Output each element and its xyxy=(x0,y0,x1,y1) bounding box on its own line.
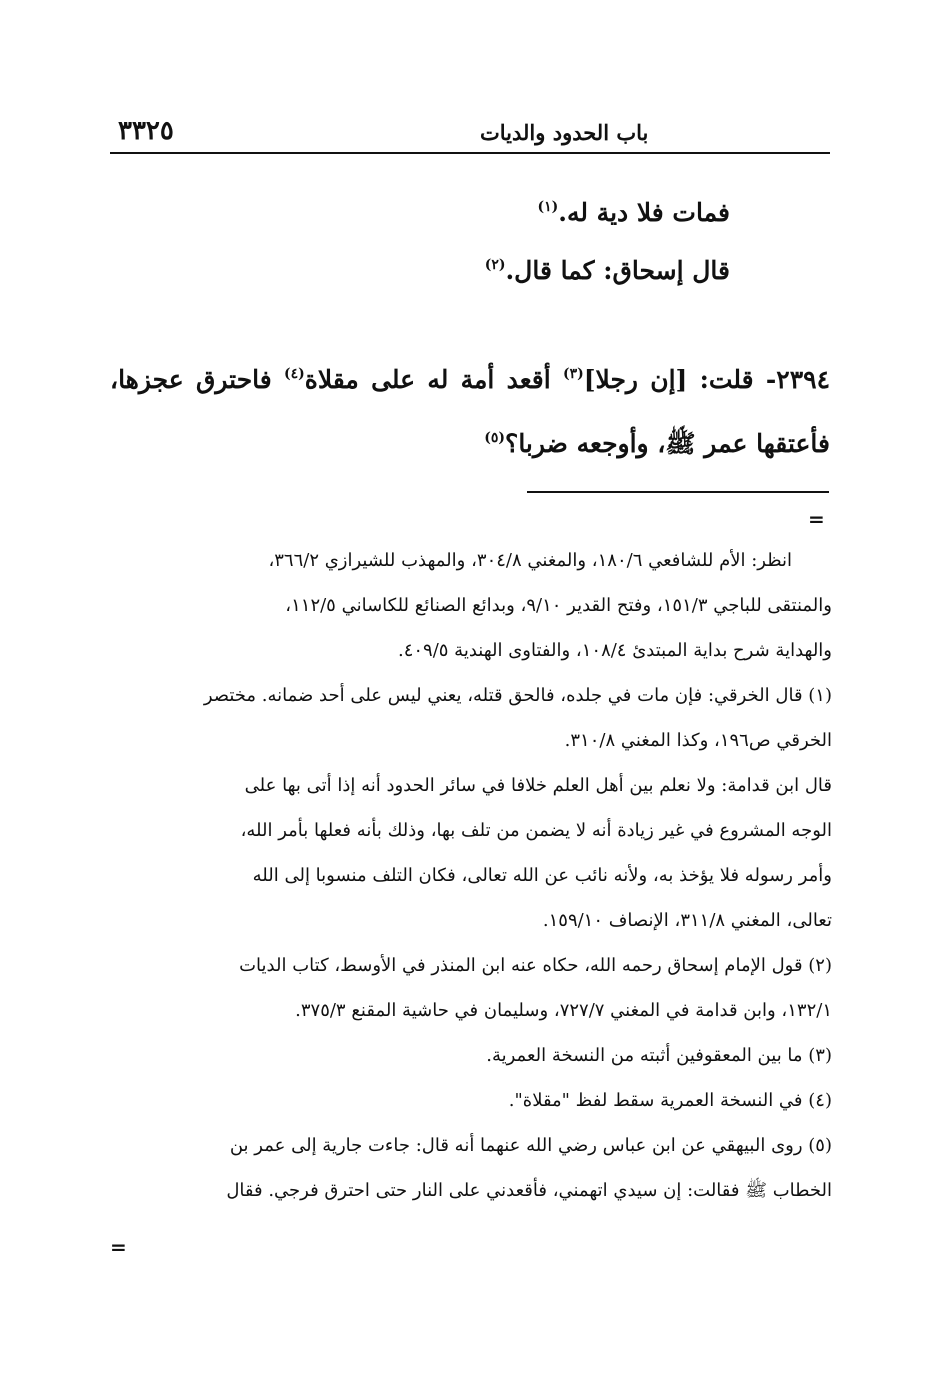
footnote-line: (٥) روى البيهقي عن ابن عباس رضي الله عنهما أنه قال: جاءت جارية إلى عمر بن xyxy=(229,1135,832,1156)
text-line-1 xyxy=(537,198,730,227)
footnote-line: انظر: الأم للشافعي ١٨٠/٦، والمغني ٣٠٤/٨، والمهذب للشيرازي ٣٦٦/٢، xyxy=(268,550,792,571)
hadith-text-2: أقعد أمة له على مقلاة xyxy=(304,365,563,394)
continuation-mark-top: = xyxy=(808,507,825,531)
text-line-2 xyxy=(485,256,730,285)
footnote-line: (٢) قول الإمام إسحاق رحمه الله، حكاه عنه ابن المنذر في الأوسط، كتاب الديات xyxy=(239,955,832,976)
footnote-line: الخطاب ﷺ فقالت: إن سيدي اتهمني، فأقعدني على النار حتى احترق فرجي. فقال xyxy=(226,1180,832,1201)
footnote-ref-5: (٥) xyxy=(484,430,506,446)
footnote-ref-3: (٣) xyxy=(562,366,584,382)
footnote-separator xyxy=(527,491,829,493)
footnote-ref-4: (٤) xyxy=(283,366,305,382)
footnote-ref-2: (٢) xyxy=(484,257,506,273)
page-number: ٣٣٢٥ xyxy=(118,116,174,146)
footnote-line: وأمر رسوله فلا يؤخذ به، ولأنه نائب عن الله تعالى، فكان التلف منسوبا إلى الله xyxy=(252,865,832,886)
hadith-text-1: قلت: [إن رجلا] xyxy=(583,365,766,394)
footnote-line: تعالى، المغني ٣١١/٨، الإنصاف ١٥٩/١٠. xyxy=(542,910,832,931)
footnote-line: قال ابن قدامة: ولا نعلم بين أهل العلم خلافا في سائر الحدود أنه إذا أتى بها على xyxy=(244,775,832,796)
continuation-mark-bottom: = xyxy=(110,1235,127,1259)
hadith-text-3: فاحترق عجزها، فأعتقها عمر ﷺ، وأوجعه ضربا؟ xyxy=(110,365,830,458)
footnotes xyxy=(117,538,832,1213)
page-header xyxy=(110,112,830,154)
footnote-line: (٣) ما بين المعقوفين أثبته من النسخة العمرية. xyxy=(486,1045,832,1066)
hadith-paragraph xyxy=(110,345,830,473)
hadith-number: ٢٣٩٤- xyxy=(765,365,830,394)
text-line-2-body: قال إسحاق: كما قال. xyxy=(505,256,730,285)
footnote-line: ١٣٢/١، وابن قدامة في المغني ٧٢٧/٧، وسليمان في حاشية المقنع ٣٧٥/٣. xyxy=(295,1000,832,1021)
footnote-line: والمنتقى للباجي ١٥١/٣، وفتح القدير ٩/١٠، وبدائع الصنائع للكاساني ١١٢/٥، xyxy=(285,595,832,616)
footnote-line: (١) قال الخرقي: فإن مات في جلده، فالحق قتله، يعني ليس على أحد ضمانه. مختصر xyxy=(203,685,832,706)
footnote-line: الخرقي ص١٩٦، وكذا المغني ٣١٠/٨. xyxy=(564,730,832,751)
running-title: باب الحدود والديات xyxy=(480,120,649,145)
footnote-line: (٤) في النسخة العمرية سقط لفظ "مقلاة". xyxy=(508,1090,832,1111)
text-line-1-body: فمات فلا دية له. xyxy=(558,198,730,227)
footnote-line: الوجه المشروع في غير زيادة أنه لا يضمن من تلف بها، وذلك بأنه فعلها بأمر الله، xyxy=(240,820,832,841)
footnote-line: والهداية شرح بداية المبتدئ ١٠٨/٤، والفتاوى الهندية ٤٠٩/٥. xyxy=(397,640,832,661)
footnote-ref-1: (١) xyxy=(537,199,559,215)
